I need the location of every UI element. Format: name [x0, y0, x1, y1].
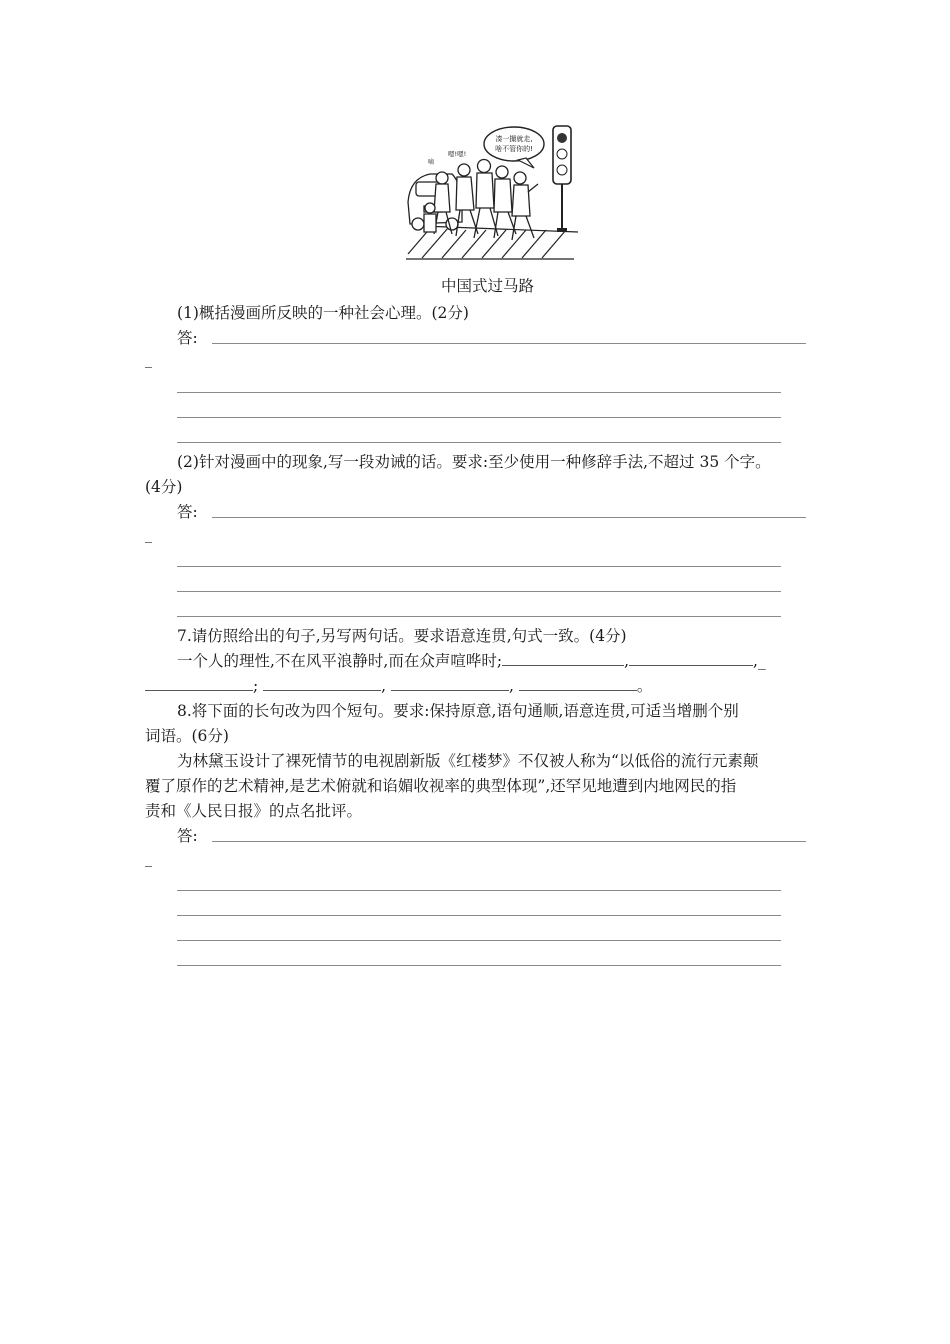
answer-line[interactable]: [177, 566, 781, 567]
q6-part2-prompt: (2)针对漫画中的现象,写一段劝诫的话。要求:至少使用一种修辞手法,不超过 35 个字。: [177, 453, 771, 471]
answer-line[interactable]: [177, 417, 781, 418]
fill-blank[interactable]: [391, 676, 509, 691]
answer-line[interactable]: [177, 442, 781, 443]
fill-blank[interactable]: [502, 651, 624, 666]
answer-line[interactable]: [177, 940, 781, 941]
q8-passage-line-2: 覆了原作的艺术精神,是艺术俯就和谄媚收视率的典型体现”,还罕见地遭到内地网民的指: [145, 777, 737, 795]
comic-caption: 中国式过马路: [441, 277, 535, 295]
answer-line[interactable]: [177, 965, 781, 966]
speech-bubble-line-1: 凑一撮就走,: [495, 135, 533, 143]
answer-line-overflow: [145, 866, 152, 867]
fill-blank[interactable]: [263, 676, 381, 691]
comma: ,: [753, 652, 758, 670]
answer-label: 答:: [177, 503, 198, 521]
q7-example-line: [177, 650, 766, 672]
speech-bubble: [484, 127, 544, 168]
speech-bubble-line-2: 啥不管你的!: [495, 145, 533, 153]
q6-part1-prompt: (1)概括漫画所反映的一种社会心理。(2分): [177, 304, 469, 322]
q6-part2-score: (4分): [145, 478, 183, 496]
answer-line[interactable]: [177, 915, 781, 916]
fill-blank[interactable]: [629, 651, 753, 666]
small-exclaim-text: 嘀: [428, 159, 435, 166]
answer-line[interactable]: [177, 890, 781, 891]
semicolon: ;: [253, 677, 259, 695]
q8-passage-line-3: 责和《人民日报》的点名批评。: [145, 802, 363, 820]
q8-prompt-line-1: 8.将下面的长句改为四个短句。要求:保持原意,语句通顺,语意连贯,可适当增删个别: [177, 702, 739, 720]
answer-line-overflow: [145, 542, 152, 543]
q7-example: 一个人的理性,不在风平浪静时,而在众声喧哗时;: [177, 652, 503, 670]
comma: ,: [624, 652, 630, 670]
answer-line[interactable]: [177, 591, 781, 592]
answer-line[interactable]: [177, 392, 781, 393]
underscore: _: [757, 652, 766, 670]
answer-line-overflow: [145, 367, 152, 368]
fill-blank[interactable]: [519, 676, 637, 691]
q8-passage-line-1: 为林黛玉设计了裸死情节的电视剧新版《红楼梦》不仅被人称为“以低俗的流行元素颠: [177, 752, 759, 770]
comma: ,: [381, 677, 387, 695]
q7-prompt: 7.请仿照给出的句子,另写两句话。要求语意连贯,句式一致。(4分): [177, 627, 627, 645]
answer-line[interactable]: [177, 616, 781, 617]
answer-line[interactable]: [212, 517, 806, 518]
period: 。: [636, 677, 653, 695]
answer-line[interactable]: [212, 343, 806, 344]
exclaim-text: 嗯!嗯!: [448, 150, 467, 158]
jaywalking-cartoon: [402, 122, 578, 262]
comma: ,: [509, 677, 514, 695]
answer-line[interactable]: [212, 841, 806, 842]
traffic-light: [553, 126, 571, 232]
answer-label: 答:: [177, 827, 198, 845]
answer-label: 答:: [177, 329, 198, 347]
q7-blank-line: [145, 675, 652, 697]
q8-prompt-line-2: 词语。(6分): [145, 727, 229, 745]
fill-blank[interactable]: [145, 676, 253, 691]
